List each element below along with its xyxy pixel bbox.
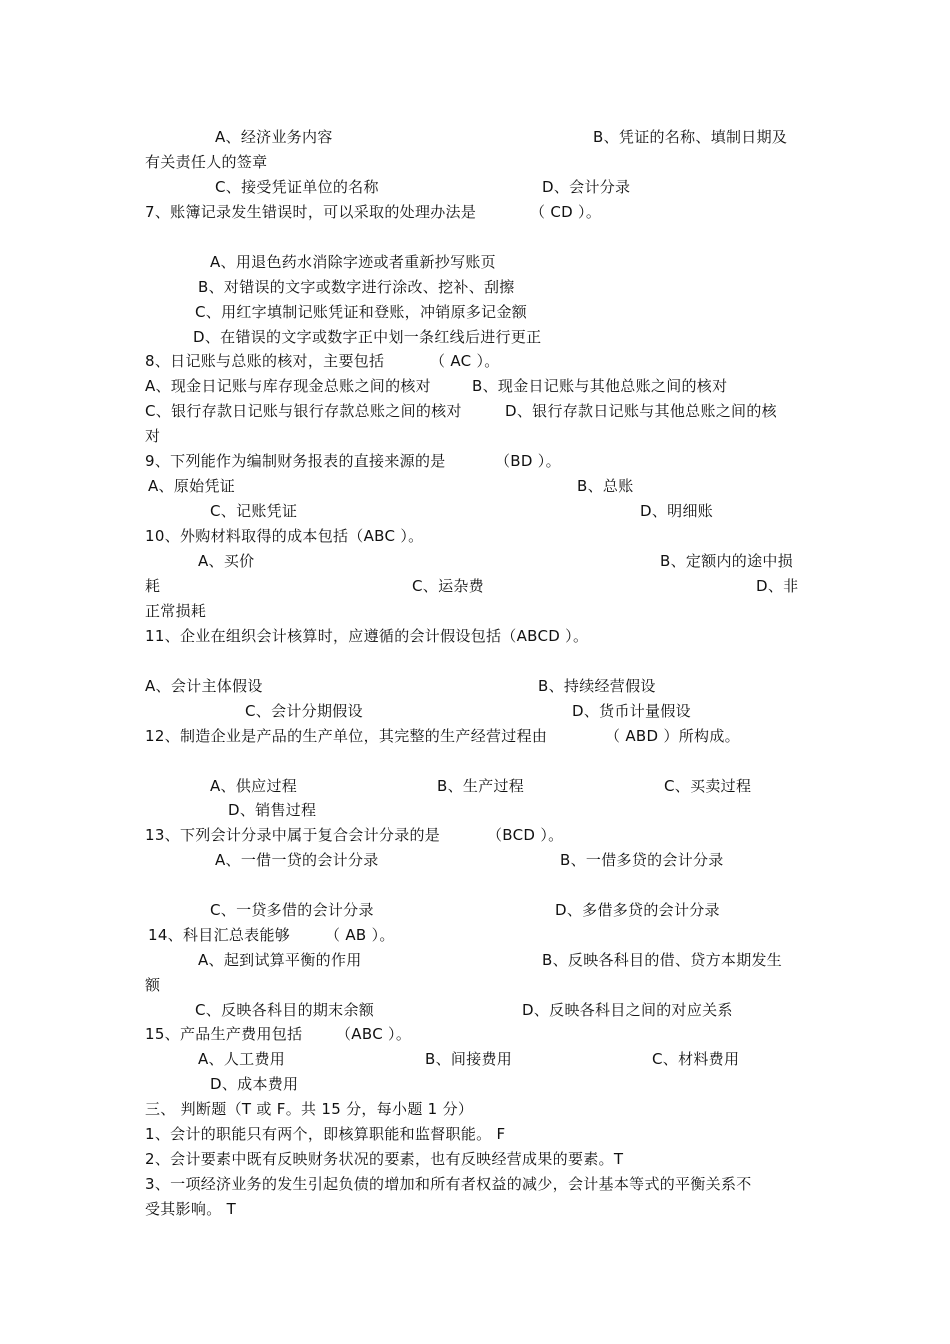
- text-line-j3-cont: 受其影响。 T: [145, 1200, 237, 1218]
- text-line-q7-c: C、用红字填制记账凭证和登账，冲销原多记金额: [195, 303, 528, 321]
- text-line-q7-b: B、对错误的文字或数字进行涂改、挖补、刮擦: [198, 278, 515, 296]
- text-line-q15-a: A、人工费用: [198, 1050, 286, 1068]
- text-line-q12-ans: （ ABD ）所构成。: [605, 727, 740, 745]
- text-line-q13-d: D、多借多贷的会计分录: [555, 901, 720, 919]
- text-line-q10: 10、外购材料取得的成本包括（ABC ）。: [145, 527, 424, 545]
- text-line-sec3: 三、 判断题（T 或 F。共 15 分，每小题 1 分）: [145, 1100, 474, 1118]
- text-line-q13-b: B、一借多贷的会计分录: [560, 851, 724, 869]
- text-line-q6-c: C、接受凭证单位的名称: [215, 178, 379, 196]
- text-line-q11-b: B、持续经营假设: [538, 677, 656, 695]
- text-line-q8-c: C、银行存款日记账与银行存款总账之间的核对: [145, 402, 462, 420]
- text-line-q6-b: B、凭证的名称、填制日期及: [593, 128, 788, 146]
- text-line-q9: 9、下列能作为编制财务报表的直接来源的是: [145, 452, 446, 470]
- text-line-q12-a: A、供应过程: [210, 777, 298, 795]
- text-line-q10-d-cont: 正常损耗: [145, 602, 207, 620]
- text-line-q15-d: D、成本费用: [210, 1075, 299, 1093]
- text-line-q10-c: C、运杂费: [412, 577, 484, 595]
- text-line-q7-ans: （ CD ）。: [530, 203, 602, 221]
- text-line-q7-d: D、在错误的文字或数字正中划一条红线后进行更正: [193, 328, 542, 346]
- text-line-q13-ans: （BCD ）。: [487, 826, 564, 844]
- text-line-q8-b: B、现金日记账与其他总账之间的核对: [472, 377, 728, 395]
- text-line-q12: 12、制造企业是产品的生产单位，其完整的生产经营过程由: [145, 727, 548, 745]
- text-line-q9-ans: （BD ）。: [495, 452, 561, 470]
- text-line-q8-d: D、银行存款日记账与其他总账之间的核: [505, 402, 777, 420]
- text-line-j1: 1、会计的职能只有两个，即核算职能和监督职能。 F: [145, 1125, 506, 1143]
- text-line-q6-d: D、会计分录: [542, 178, 631, 196]
- text-line-q11-c: C、会计分期假设: [245, 702, 363, 720]
- text-line-q11: 11、企业在组织会计核算时，应遵循的会计假设包括（ABCD ）。: [145, 627, 589, 645]
- text-line-q8: 8、日记账与总账的核对，主要包括: [145, 352, 385, 370]
- text-line-q7: 7、账簿记录发生错误时，可以采取的处理办法是: [145, 203, 477, 221]
- text-line-q14-ans: （ AB ）。: [325, 926, 395, 944]
- text-line-q13-c: C、一贷多借的会计分录: [210, 901, 374, 919]
- text-line-q10-b: B、定额内的途中损: [660, 552, 793, 570]
- text-line-q13-a: A、一借一贷的会计分录: [215, 851, 379, 869]
- text-line-q15-ans: （ABC ）。: [336, 1025, 412, 1043]
- text-line-q15-b: B、间接费用: [425, 1050, 513, 1068]
- text-line-q14: 14、科目汇总表能够: [148, 926, 291, 944]
- text-line-q15-c: C、材料费用: [652, 1050, 740, 1068]
- text-line-q12-b: B、生产过程: [437, 777, 525, 795]
- text-line-q14-b-cont: 额: [145, 976, 161, 994]
- text-line-q14-b: B、反映各科目的借、贷方本期发生: [542, 951, 783, 969]
- text-line-q9-d: D、明细账: [640, 502, 714, 520]
- text-line-q7-a: A、用退色药水消除字迹或者重新抄写账页: [210, 253, 496, 271]
- text-line-q11-a: A、会计主体假设: [145, 677, 263, 695]
- text-line-q9-b: B、总账: [577, 477, 634, 495]
- text-line-q8-d-cont: 对: [145, 427, 161, 445]
- text-line-q10-a: A、买价: [198, 552, 255, 570]
- text-line-q9-a: A、原始凭证: [148, 477, 236, 495]
- text-line-q6-a: A、经济业务内容: [215, 128, 333, 146]
- text-line-q8-a: A、现金日记账与库存现金总账之间的核对: [145, 377, 431, 395]
- text-line-j2: 2、会计要素中既有反映财务状况的要素，也有反映经营成果的要素。T: [145, 1150, 624, 1168]
- text-line-q15: 15、产品生产费用包括: [145, 1025, 303, 1043]
- text-line-q6-b-cont: 有关责任人的签章: [145, 153, 268, 171]
- text-line-q10-b-cont: 耗: [145, 577, 161, 595]
- text-line-q8-ans: （ AC ）。: [430, 352, 500, 370]
- text-line-q14-a: A、起到试算平衡的作用: [198, 951, 362, 969]
- text-line-q12-c: C、买卖过程: [664, 777, 752, 795]
- text-line-q12-d: D、销售过程: [228, 801, 317, 819]
- text-line-q14-c: C、反映各科目的期末余额: [195, 1001, 375, 1019]
- text-line-q13: 13、下列会计分录中属于复合会计分录的是: [145, 826, 441, 844]
- text-line-q14-d: D、反映各科目之间的对应关系: [522, 1001, 733, 1019]
- text-line-q11-d: D、货币计量假设: [572, 702, 691, 720]
- text-line-q9-c: C、记账凭证: [210, 502, 298, 520]
- text-line-q10-d: D、非: [756, 577, 799, 595]
- text-line-j3: 3、一项经济业务的发生引起负债的增加和所有者权益的减少，会计基本等式的平衡关系不: [145, 1175, 752, 1193]
